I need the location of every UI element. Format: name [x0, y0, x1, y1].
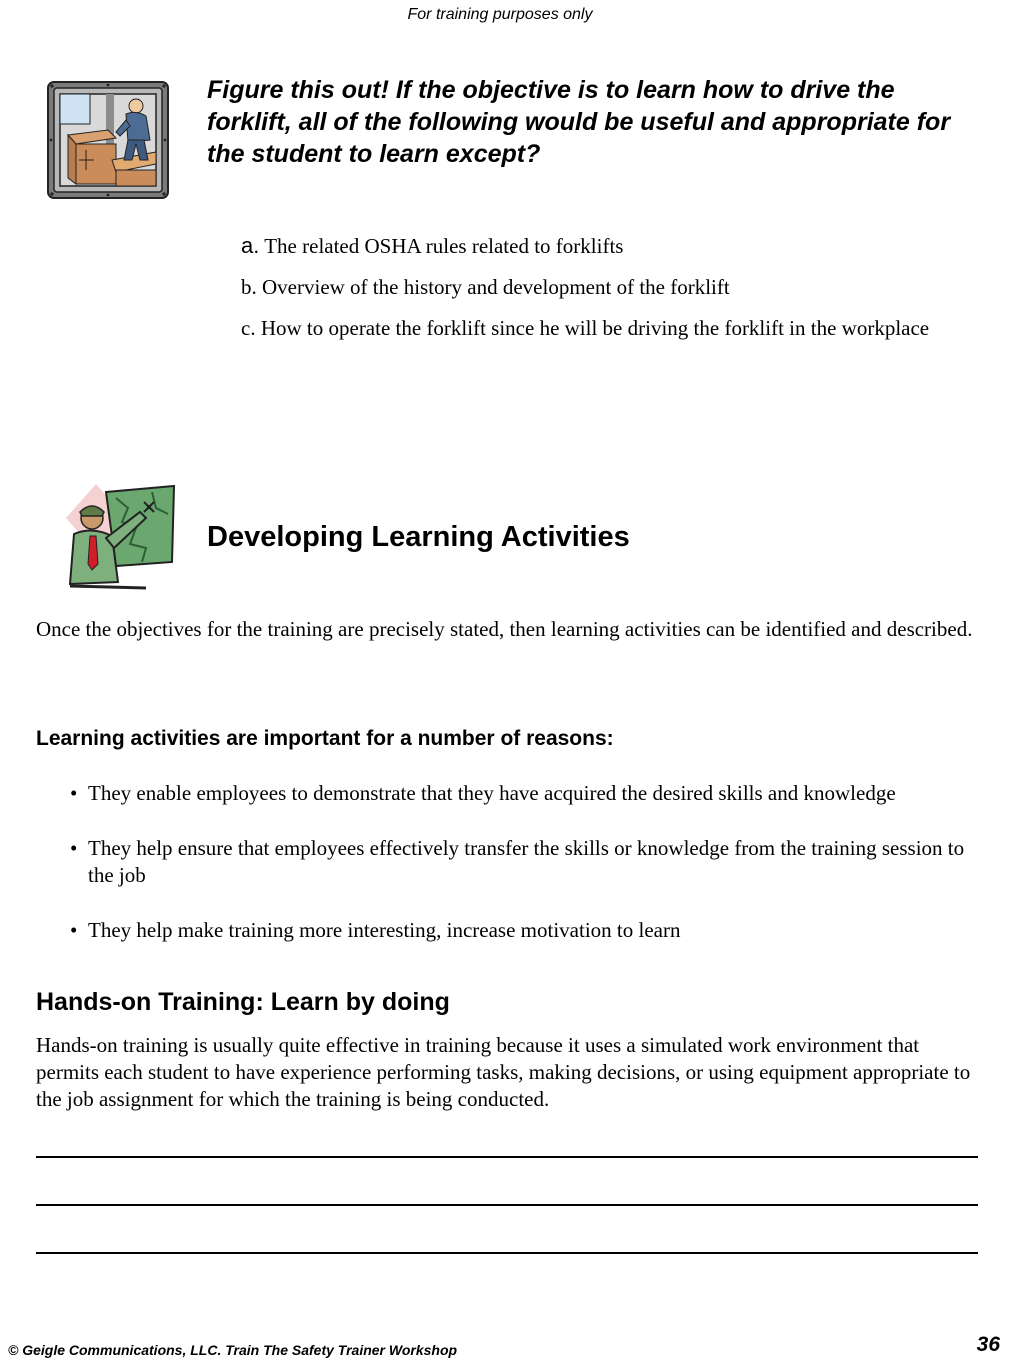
man-pointing-at-map-icon [56, 478, 182, 594]
question-prompt: Figure this out! If the objective is to learn how to drive the forklift, all of the following would be useful and appropriate for the student to learn except? [207, 76, 951, 168]
option-c-text: How to operate the forklift since he will be driving the forklift in the workplace [255, 316, 930, 340]
section-title: Developing Learning Activities [207, 521, 630, 553]
option-c-letter: c. [241, 316, 256, 340]
list-item [70, 780, 990, 807]
list-item-text: They help make training more interesting, increase motivation to learn [88, 918, 681, 942]
reasons-list [70, 780, 990, 972]
answer-writing-line[interactable] [36, 1252, 978, 1254]
option-a [241, 232, 941, 260]
option-a-letter: a. [241, 233, 260, 258]
list-item [70, 835, 990, 889]
option-b-text: Overview of the history and development of the forklift [256, 275, 730, 299]
reasons-heading: Learning activities are important for a number of reasons: [36, 727, 614, 750]
option-b [241, 274, 941, 301]
option-b-letter: b. [241, 275, 257, 299]
option-a-text: The related OSHA rules related to forklifts [259, 234, 624, 258]
hands-on-paragraph: Hands-on training is usually quite effective in training because it uses a simulated work environment that permits each student to have experience performing tasks, making decisions, or using equipment appropriate to the job assignment for which the training is being conducted. [36, 1033, 971, 1111]
list-item [70, 917, 990, 944]
page-number: 36 [976, 1333, 1000, 1356]
option-c [241, 315, 941, 342]
forklift-worker-picture-icon [46, 80, 170, 200]
bullet-icon: • [70, 918, 78, 942]
answer-options [241, 232, 941, 356]
list-item-text: They enable employees to demonstrate that they have acquired the desired skills and knowledge [88, 781, 896, 805]
bullet-icon: • [70, 836, 78, 860]
header-training-note: For training purposes only [407, 6, 593, 23]
answer-writing-line[interactable] [36, 1156, 978, 1158]
answer-writing-line[interactable] [36, 1204, 978, 1206]
intro-paragraph: Once the objectives for the training are precisely stated, then learning activities can be identified and described. [36, 617, 973, 641]
list-item-text: They help ensure that employees effectively transfer the skills or knowledge from the training session to the job [88, 836, 965, 887]
bullet-icon: • [70, 781, 78, 805]
hands-on-heading: Hands-on Training: Learn by doing [36, 988, 450, 1016]
footer-copyright: © Geigle Communications, LLC. Train The Safety Trainer Workshop [8, 1342, 458, 1358]
